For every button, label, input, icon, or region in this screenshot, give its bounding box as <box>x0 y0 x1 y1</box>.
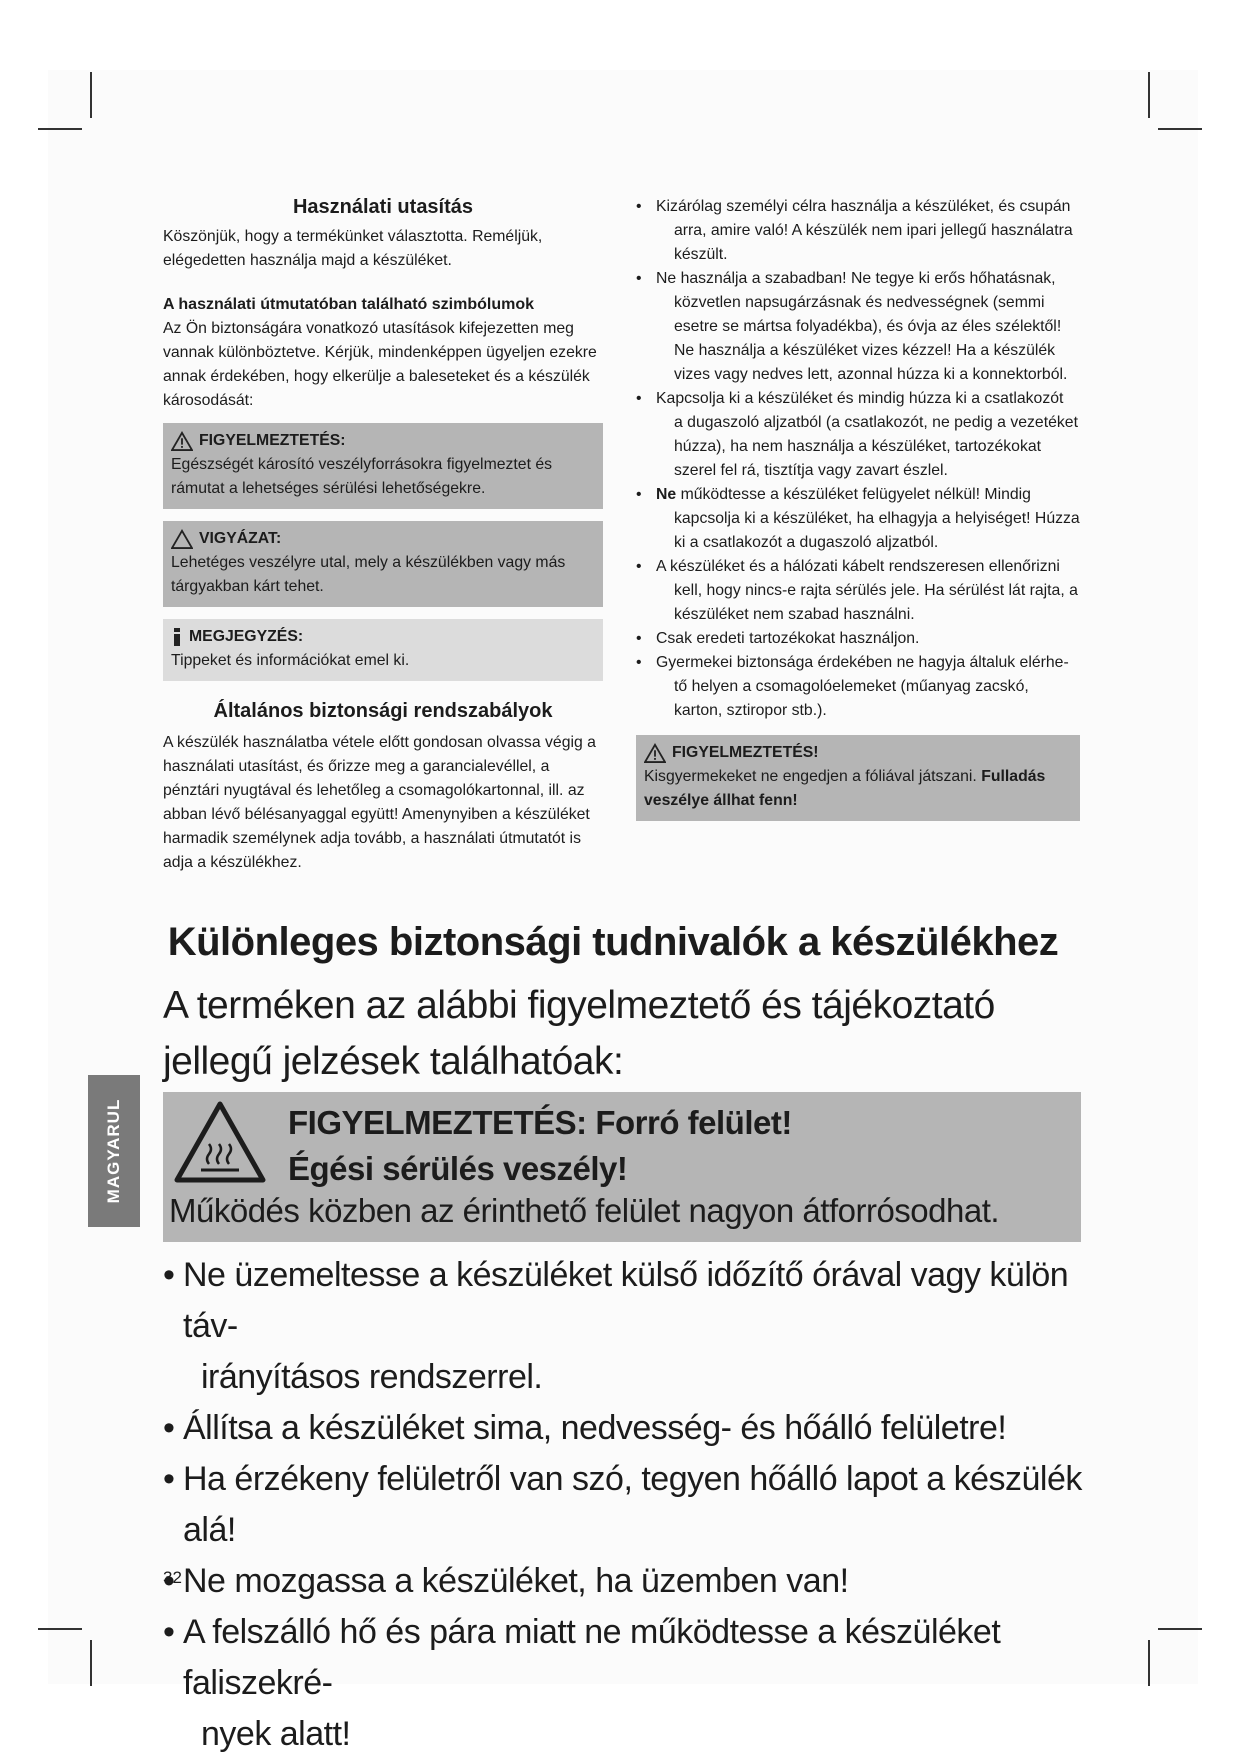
list-item: • Csak eredeti tartozékokat használjon. <box>636 627 1080 651</box>
list-item: • Állítsa a készüléket sima, nedvesség- és hőálló felületre! <box>163 1403 1083 1454</box>
warning-label: FIGYELMEZTETÉS: <box>199 432 346 449</box>
crop-mark <box>90 72 92 118</box>
crop-mark <box>1158 1628 1202 1630</box>
special-intro: A terméken az alábbi figyelmeztető és tájékoztató jellegű jelzések találhatóak: <box>163 984 995 1083</box>
safety-list <box>636 195 1080 723</box>
list-item: • Kapcsolja ki a készüléket és mindig húzza ki a csatlakozót a dugaszoló aljzatból (a csatlakozót, ne pedig a vezetéket húzza), ha nem használja a készüléket, tartozékokat szerel fel rá, tisztítja vagy zavart észlel. <box>636 387 1080 483</box>
hot-surface-title <box>288 1100 792 1192</box>
hot-surface-icon <box>173 1100 267 1184</box>
symbols-text: Az Ön biztonságára vonatkozó utasítások kifejezetten meg vannak különböztetve. Kérjük, mindenképpen ügyeljen ezekre annak érdekében, hogy elkerülje a baleseteket és a készülék károsodását: <box>163 320 597 409</box>
hot-surface-warning-box <box>163 1092 1081 1242</box>
intro-text: Köszönjük, hogy a termékünket választotta. Reméljük, elégedetten használja majd a készüléket. <box>163 228 543 269</box>
warning-icon <box>644 743 666 763</box>
list-item: • Ne mozgassa a készüléket, ha üzemben van! <box>163 1556 1083 1607</box>
general-text: A készülék használatba vétele előtt gondosan olvassa végig a használati utasítást, és őrizze meg a garancialevéllel, a pénztári nyugtával és lehetőleg a csomagolókartonnal, ill. az abban lévő bélésanyaggal együtt! Amenynyiben a készüléket harmadik személynek adja tovább, a használati útmutatót is adja a készülékhez. <box>163 734 596 871</box>
list-item: • Ha érzékeny felületről van szó, tegyen hőálló lapot a készülék alá! <box>163 1454 1083 1556</box>
crop-mark <box>38 1628 82 1630</box>
foil-warning-box <box>636 735 1080 821</box>
page-title: Használati utasítás <box>292 196 474 218</box>
list-item: • Ne működtesse a készüléket felügyelet nélkül! Mindig kapcsolja ki a készüléket, ha elhagyja a helyiséget! Húzza ki a csatlakozót a dugaszoló aljzatból. <box>636 483 1080 555</box>
special-heading: Különleges biztonsági tudnivalók a készülékhez <box>167 920 1059 964</box>
crop-mark <box>90 1640 92 1686</box>
warning-box <box>163 423 603 509</box>
note-text: Tippeket és információkat emel ki. <box>171 652 410 669</box>
caution-box <box>163 521 603 607</box>
note-label: MEGJEGYZÉS: <box>189 628 304 645</box>
general-heading: Általános biztonsági rendszabályok <box>213 700 553 722</box>
symbols-heading: A használati útmutatóban található szimbólumok <box>163 296 534 313</box>
list-item: • A felszálló hő és pára miatt ne működtesse a készüléket faliszekré- nyek alatt! <box>163 1607 1083 1760</box>
page-number: 32 <box>163 1568 182 1587</box>
hot-surface-line2: Égési sérülés veszély! <box>288 1150 628 1187</box>
warning-text: Egészségét károsító veszélyforrásokra figyelmeztet és rámutat a lehetséges sérülési lehetőségekre. <box>171 456 553 497</box>
list-item: • A készüléket és a hálózati kábelt rendszeresen ellenőrizni kell, hogy nincs-e rajta sérülés jele. Ha sérülést lát rajta, a készüléket nem szabad használni. <box>636 555 1080 627</box>
crop-mark <box>38 128 82 130</box>
caution-icon <box>171 529 193 549</box>
left-column <box>163 195 603 875</box>
right-column <box>636 195 1080 833</box>
hot-surface-line1: FIGYELMEZTETÉS: Forró felület! <box>288 1104 792 1141</box>
crop-mark <box>1148 72 1150 118</box>
crop-mark <box>1148 1640 1150 1686</box>
note-box <box>163 619 603 681</box>
list-item: • Kizárólag személyi célra használja a készüléket, és csupán arra, amire való! A készülék nem ipari jellegű használatra készült. <box>636 195 1080 267</box>
crop-mark <box>1158 128 1202 130</box>
list-item: • Ne üzemeltesse a készüléket külső időzítő órával vagy külön táv- irányításos rendszerrel. <box>163 1250 1083 1403</box>
list-item: • Gyermekei biztonsága érdekében ne hagyja általuk elérhe- tő helyen a csomagolóelemeket (műanyag zacskó, karton, sztiropor stb.). <box>636 651 1080 723</box>
list-item: • Ne használja a szabadban! Ne tegye ki erős hőhatásnak, közvetlen napsugárzásnak és nedvességnek (semmi esetre se mártsa folyadékba), és óvja az éles szélektől! Ne használja a készüléket vizes kézzel! Ha a készülék vizes vagy nedves lett, azonnal húzza ki a konnektorból. <box>636 267 1080 387</box>
caution-text: Lehetéges veszélyre utal, mely a készülékben vagy más tárgyakban kárt tehet. <box>171 554 566 595</box>
foil-warning-label: FIGYELMEZTETÉS! <box>672 744 819 761</box>
language-tab: MAGYARUL <box>88 1075 140 1227</box>
hot-surface-text: Működés közben az érinthető felület nagyon átforrósodhat. <box>169 1192 1000 1229</box>
warning-icon <box>171 431 193 451</box>
info-icon <box>171 628 183 646</box>
caution-label: VIGYÁZAT: <box>199 530 282 547</box>
special-list <box>163 1250 1083 1760</box>
foil-warning-text: Kisgyermekeket ne engedjen a fóliával játszani. Fulladás veszélye állhat fenn! <box>644 768 1046 809</box>
